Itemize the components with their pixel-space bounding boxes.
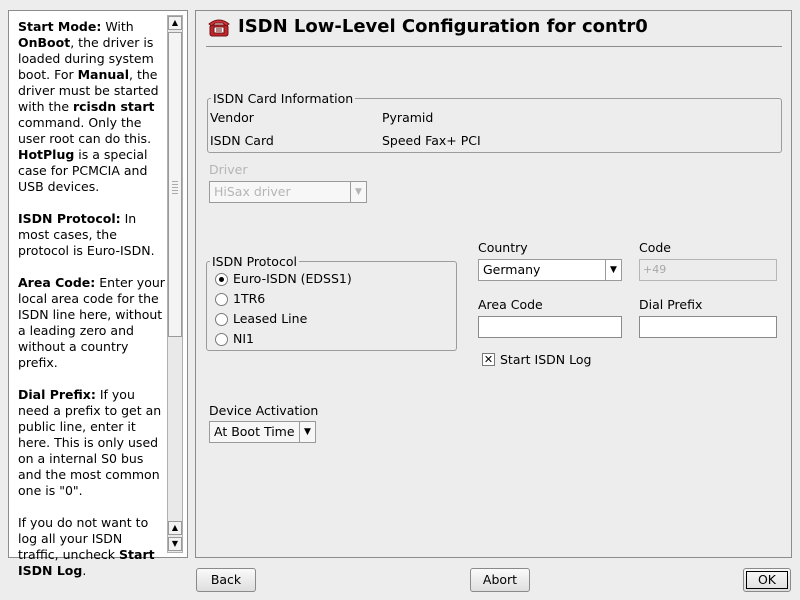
protocol-option-label[interactable]: 1TR6 [233,291,266,306]
protocol-legend: ISDN Protocol [212,254,297,269]
isdn-log-checkbox[interactable] [482,353,495,366]
chevron-down-icon: ▼ [350,182,366,202]
scroll-page-up-button[interactable]: ▲ [168,521,182,535]
help-paragraph: Dial Prefix: If you need a prefix to get an public line, enter it here. This is only used on a internal S0 bus and the most common one is "0". [18,387,162,498]
protocol-radio[interactable] [215,333,228,346]
code-field[interactable]: +49 [639,259,777,281]
country-select[interactable] [478,259,622,281]
back-button[interactable]: Back [196,568,256,592]
card-info-group [207,98,782,153]
chevron-down-icon: ▼ [605,260,621,280]
help-paragraph: Start Mode: With OnBoot, the driver is loaded during system boot. For Manual, the driver must be started with the rcisdn start command. Only the user root can do this. HotPlug is a special case for PCMCIA and USB devices. [18,19,159,194]
isdn-card-label: ISDN Card [210,133,274,148]
country-label: Country [478,240,528,255]
protocol-radio[interactable] [215,293,228,306]
scroll-up-button[interactable]: ▲ [168,16,182,30]
ok-button[interactable]: OK [743,568,791,592]
help-paragraph: If you do not want to log all your ISDN traffic, uncheck Start ISDN Log. [18,515,155,578]
scroll-down-button[interactable]: ▼ [168,537,182,551]
help-paragraph: ISDN Protocol: In most cases, the protocol is Euro-ISDN. [18,211,155,258]
device-activation-value: At Boot Time [214,424,295,439]
vendor-label: Vendor [210,110,254,125]
main-panel [195,10,792,558]
telephone-icon [208,17,230,37]
vendor-value: Pyramid [382,110,434,125]
help-text [18,19,166,595]
protocol-option-label[interactable]: Leased Line [233,311,308,326]
isdn-card-value: Speed Fax+ PCI [382,133,481,148]
page-title: ISDN Low-Level Configuration for contr0 [238,16,648,37]
check-icon: ✕ [483,353,494,366]
card-info-legend: ISDN Card Information [213,91,354,106]
protocol-option-label[interactable]: Euro-ISDN (EDSS1) [233,271,352,286]
device-activation-label: Device Activation [209,403,319,418]
protocol-radio[interactable] [215,313,228,326]
driver-select-value: HiSax driver [214,184,291,199]
abort-button[interactable]: Abort [470,568,530,592]
area-code-label: Area Code [478,297,543,312]
dial-prefix-input[interactable] [639,316,777,338]
help-paragraph: Area Code: Enter your local area code for the ISDN line here, without a leading zero and without a country prefix. [18,275,165,370]
area-code-input[interactable] [478,316,622,338]
grip-icon [172,181,178,195]
dial-prefix-label: Dial Prefix [639,297,703,312]
code-label: Code [639,240,672,255]
device-activation-select[interactable] [209,421,316,443]
driver-label: Driver [209,162,248,177]
driver-select[interactable] [209,181,367,203]
scroll-thumb[interactable] [168,32,182,337]
country-select-value: Germany [483,262,541,277]
title-divider [206,46,782,47]
help-scrollbar[interactable] [167,15,183,553]
isdn-log-label[interactable]: Start ISDN Log [500,352,592,367]
protocol-radio[interactable] [215,273,228,286]
help-panel[interactable] [8,10,188,578]
chevron-down-icon: ▼ [299,422,315,442]
protocol-option-label[interactable]: NI1 [233,331,254,346]
